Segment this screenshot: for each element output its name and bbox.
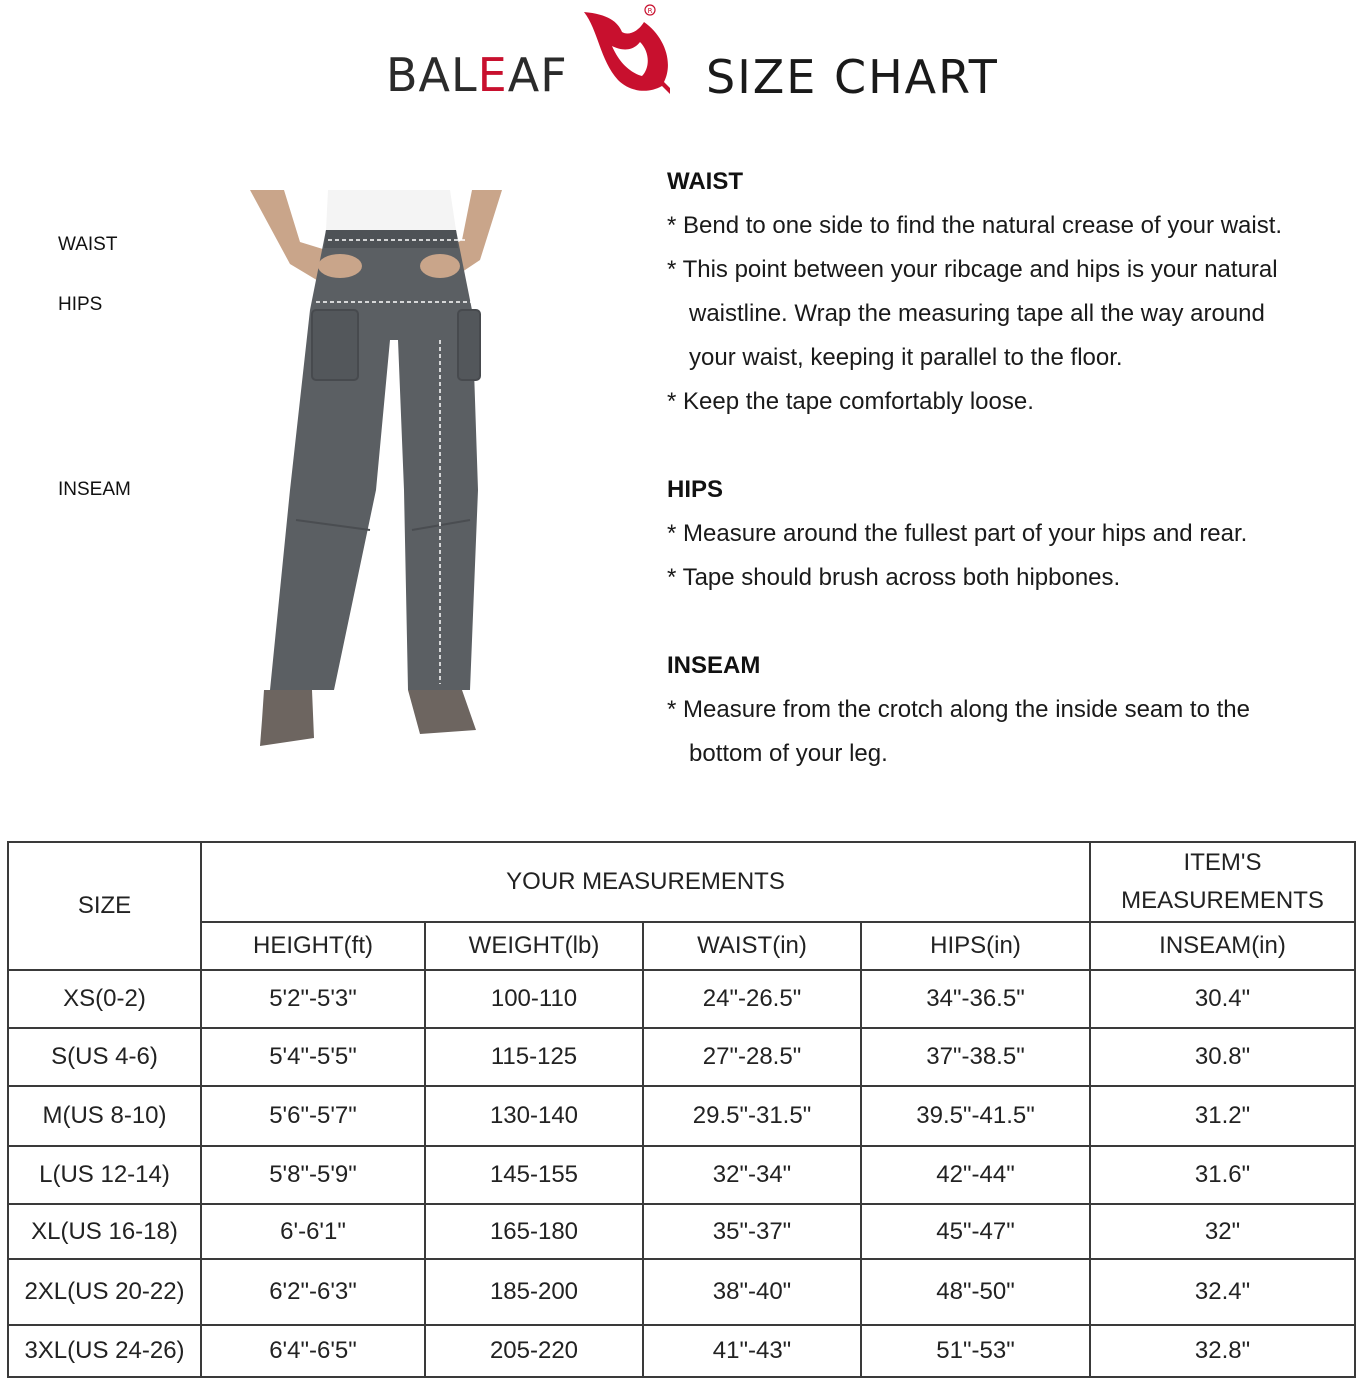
table-cell: 6'2"-6'3" [201, 1259, 425, 1325]
size-cell: XL(US 16-18) [8, 1204, 201, 1259]
size-cell: L(US 12-14) [8, 1146, 201, 1204]
table-cell: 6'4"-6'5" [201, 1325, 425, 1377]
table-body [8, 970, 1355, 1377]
table-cell: 29.5"-31.5" [643, 1086, 861, 1146]
waist-instruction-line: * Keep the tape comfortably loose. [667, 388, 1034, 415]
brand-wordmark: BALEAF [386, 48, 568, 102]
table-cell: 205-220 [425, 1325, 643, 1377]
svg-text:R: R [647, 7, 653, 15]
table-cell: 30.4" [1090, 970, 1355, 1028]
inseam-instruction-line: * Measure from the crotch along the inside seam to the [667, 696, 1250, 723]
your-measurements-header: YOUR MEASUREMENTS [201, 842, 1090, 922]
size-cell: M(US 8-10) [8, 1086, 201, 1146]
table-cell: 35"-37" [643, 1204, 861, 1259]
column-header: HIPS(in) [861, 922, 1090, 970]
table-row [8, 970, 1355, 1028]
table-cell: 39.5"-41.5" [861, 1086, 1090, 1146]
waist-instruction-line: waistline. Wrap the measuring tape all the way around [689, 300, 1265, 327]
table-cell: 130-140 [425, 1086, 643, 1146]
table-cell: 31.2" [1090, 1086, 1355, 1146]
column-header: INSEAM(in) [1090, 922, 1355, 970]
hips-instruction-line: * Tape should brush across both hipbones. [667, 564, 1121, 591]
table-cell: 32.4" [1090, 1259, 1355, 1325]
table-row [8, 1259, 1355, 1325]
model-wearing-pants-image [240, 190, 520, 750]
table-row [8, 1204, 1355, 1259]
waist-instruction-line: * Bend to one side to find the natural crease of your waist. [667, 212, 1283, 239]
table-cell: 30.8" [1090, 1028, 1355, 1086]
hips-instruction-line: * Measure around the fullest part of your hips and rear. [667, 520, 1248, 547]
page-title: SIZE CHART [706, 50, 999, 104]
items-measurements-header: ITEM'S MEASUREMENTS [1090, 842, 1355, 922]
table-header-row [8, 842, 1355, 922]
table-cell: 6'-6'1" [201, 1204, 425, 1259]
table-cell: 24"-26.5" [643, 970, 861, 1028]
table-row [8, 1028, 1355, 1086]
table-cell: 185-200 [425, 1259, 643, 1325]
table-cell: 5'6"-5'7" [201, 1086, 425, 1146]
table-cell: 5'2"-5'3" [201, 970, 425, 1028]
hips-section-title: HIPS [667, 476, 724, 503]
hips-label: HIPS [58, 294, 103, 315]
table-subheader-row [8, 922, 1355, 970]
table-cell: 48"-50" [861, 1259, 1090, 1325]
table-cell: 5'8"-5'9" [201, 1146, 425, 1204]
table-cell: 37"-38.5" [861, 1028, 1090, 1086]
table-row [8, 1146, 1355, 1204]
table-cell: 100-110 [425, 970, 643, 1028]
table-cell: 145-155 [425, 1146, 643, 1204]
size-chart-table [7, 841, 1356, 1378]
table-cell: 38"-40" [643, 1259, 861, 1325]
table-cell: 27"-28.5" [643, 1028, 861, 1086]
waist-label: WAIST [58, 234, 118, 255]
table-row [8, 1325, 1355, 1377]
table-cell: 51"-53" [861, 1325, 1090, 1377]
size-column-header: SIZE [8, 842, 201, 970]
waist-section-title: WAIST [667, 168, 743, 195]
waist-instruction-line: * This point between your ribcage and hips is your natural [667, 256, 1278, 283]
inseam-section-title: INSEAM [667, 652, 761, 679]
table-cell: 32.8" [1090, 1325, 1355, 1377]
table-cell: 5'4"-5'5" [201, 1028, 425, 1086]
size-cell: S(US 4-6) [8, 1028, 201, 1086]
size-cell: XS(0-2) [8, 970, 201, 1028]
size-cell: 2XL(US 20-22) [8, 1259, 201, 1325]
table-cell: 41"-43" [643, 1325, 861, 1377]
waist-instruction-line: your waist, keeping it parallel to the floor. [689, 344, 1123, 371]
column-header: WAIST(in) [643, 922, 861, 970]
table-cell: 31.6" [1090, 1146, 1355, 1204]
table-cell: 42"-44" [861, 1146, 1090, 1204]
size-cell: 3XL(US 24-26) [8, 1325, 201, 1377]
table-cell: 34"-36.5" [861, 970, 1090, 1028]
inseam-instruction-line: bottom of your leg. [689, 740, 888, 767]
inseam-label: INSEAM [58, 479, 131, 500]
table-cell: 115-125 [425, 1028, 643, 1086]
baleaf-leaf-logo-icon [578, 2, 674, 98]
table-cell: 32" [1090, 1204, 1355, 1259]
table-cell: 45"-47" [861, 1204, 1090, 1259]
table-cell: 165-180 [425, 1204, 643, 1259]
table-row [8, 1086, 1355, 1146]
column-header: WEIGHT(lb) [425, 922, 643, 970]
column-header: HEIGHT(ft) [201, 922, 425, 970]
table-cell: 32"-34" [643, 1146, 861, 1204]
